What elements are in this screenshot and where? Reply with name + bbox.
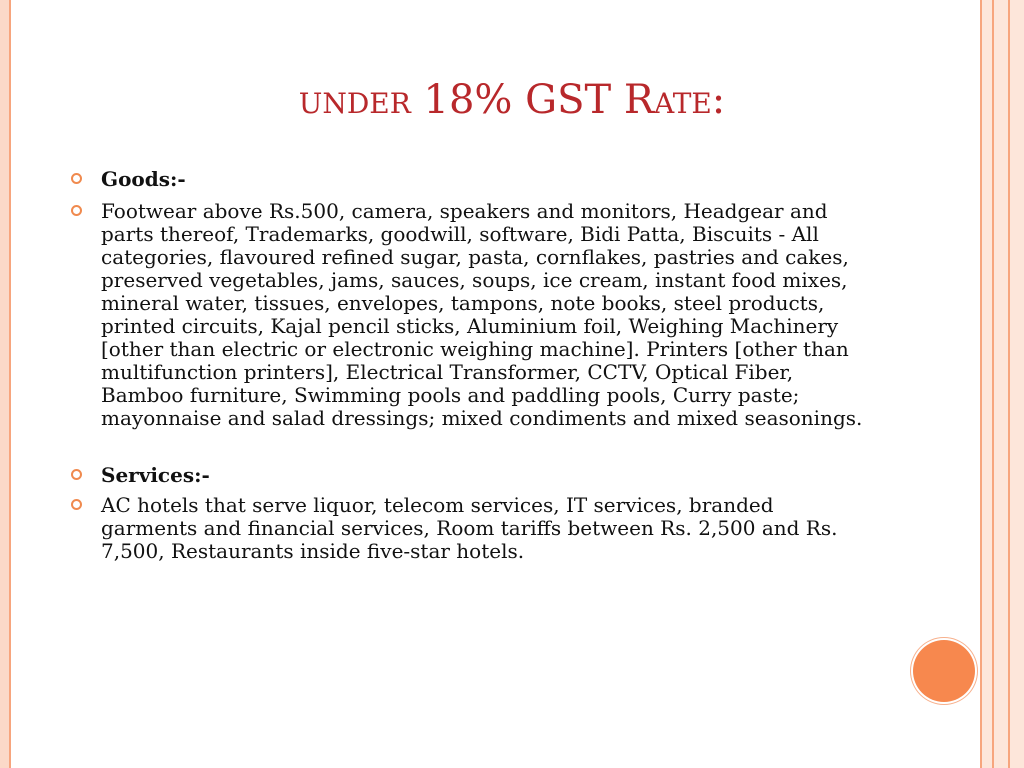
goods-heading-item — [70, 168, 870, 191]
decorative-orange-circle — [913, 640, 975, 702]
bullet-ring-icon — [70, 468, 84, 482]
spacer — [70, 430, 870, 464]
bullet-ring-icon — [70, 498, 84, 512]
goods-heading: Goods:- — [101, 167, 186, 191]
bullet-ring-icon — [70, 204, 84, 218]
services-text: AC hotels that serve liquor, telecom services, IT services, branded garments and financial services, Room tariffs between Rs. 2,500 and Rs. 7,500, Restaurants inside five-star hotels. — [101, 493, 838, 563]
slide-title — [0, 74, 1024, 126]
bullet-list — [70, 168, 870, 563]
goods-text-item — [70, 200, 870, 430]
slide-title-rest: 18% GST Rate: — [410, 77, 726, 123]
services-heading-item — [70, 464, 870, 487]
bullet-ring-icon — [70, 172, 84, 186]
slide-title-prefix: under — [298, 77, 411, 123]
services-heading: Services:- — [101, 463, 210, 487]
services-text-item — [70, 494, 870, 563]
goods-text: Footwear above Rs.500, camera, speakers and monitors, Headgear and parts thereof, Trademarks, goodwill, software, Bidi Patta, Biscuits - All categories, flavoured refined sugar, pasta, cornflakes, pastries and cakes, preserved vegetables, jams, sauces, soups, ice cream, instant food mixes, mineral water, tissues, envelopes, tampons, note books, steel products, printed circuits, Kajal pencil sticks, Aluminium foil, Weighing Machinery [other than electric or electronic weighing machine]. Printers [other than multifunction printers], Electrical Transformer, CCTV, Optical Fiber, Bamboo furniture, Swimming pools and paddling pools, Curry paste; mayonnaise and salad dressings; mixed condiments and mixed seasonings. — [101, 199, 863, 430]
